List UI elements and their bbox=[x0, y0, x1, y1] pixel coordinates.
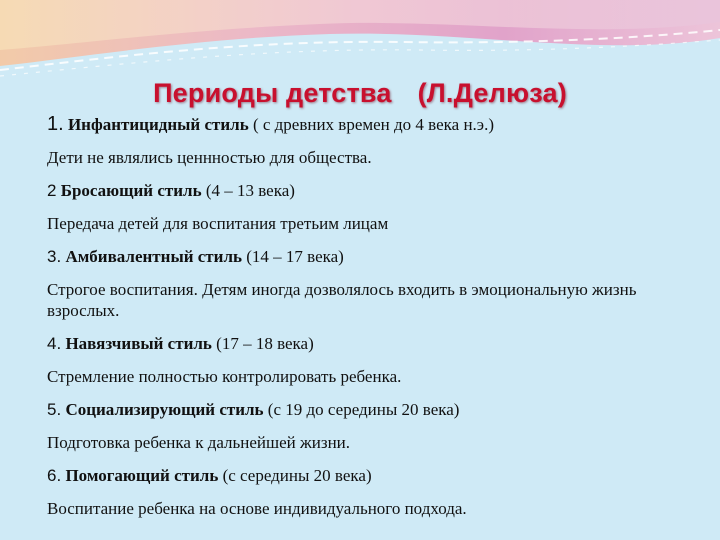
item-6-description: Воспитание ребенка на основе индивидуального подхода. bbox=[47, 499, 467, 518]
item-3-description: Строгое воспитания. Детям иногда дозволялось входить в эмоциональную жизнь взрослых. bbox=[47, 280, 637, 320]
slide-title bbox=[0, 78, 720, 109]
item-number: 6. bbox=[47, 466, 62, 485]
item-5-description: Подготовка ребенка к дальнейшей жизни. bbox=[47, 433, 351, 452]
item-4-heading bbox=[47, 327, 697, 360]
item-style-name: Инфантицидный стиль bbox=[67, 115, 249, 134]
item-number: 2 bbox=[47, 181, 57, 200]
item-style-name: Навязчивый стиль bbox=[65, 334, 212, 353]
content-list bbox=[47, 108, 697, 525]
item-number: 3. bbox=[47, 247, 62, 266]
item-5-heading bbox=[47, 393, 697, 426]
title-main: Периоды детства bbox=[153, 78, 392, 108]
item-2-heading bbox=[47, 174, 697, 207]
item-1-description: Дети не являлись ценнностью для общества. bbox=[47, 148, 372, 167]
item-style-name: Амбивалентный стиль bbox=[65, 247, 242, 266]
item-style-name: Социализирующий стиль bbox=[65, 400, 264, 419]
item-period: (с 19 до середины 20 века) bbox=[263, 400, 460, 419]
item-period: (с середины 20 века) bbox=[218, 466, 372, 485]
item-6-heading bbox=[47, 459, 697, 492]
item-4-description: Стремление полностью контролировать ребенка. bbox=[47, 367, 402, 386]
item-period: ( с древних времен до 4 века н.э.) bbox=[248, 115, 495, 134]
item-2-description: Передача детей для воспитания третьим лицам bbox=[47, 214, 389, 233]
item-3-heading bbox=[47, 240, 697, 273]
item-number: 4. bbox=[47, 334, 62, 353]
item-number: 1. bbox=[47, 113, 64, 135]
item-period: (4 – 13 века) bbox=[201, 181, 295, 200]
item-1-heading bbox=[47, 108, 697, 141]
item-period: (17 – 18 века) bbox=[211, 334, 314, 353]
item-style-name: Бросающий стиль bbox=[60, 181, 202, 200]
item-period: (14 – 17 века) bbox=[241, 247, 344, 266]
title-author: (Л.Делюза) bbox=[417, 78, 567, 108]
item-style-name: Помогающий стиль bbox=[65, 466, 219, 485]
item-number: 5. bbox=[47, 400, 62, 419]
